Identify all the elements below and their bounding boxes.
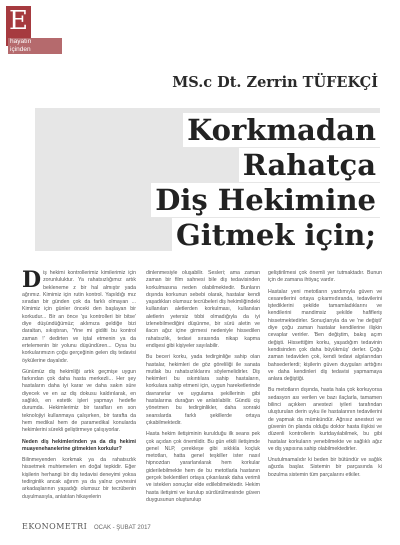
- article-column-2: [146, 270, 260, 512]
- paragraph: Bilinmeyenden korkmak ya da rahatsızlık hissetmek muhtemelen en doğal tepkidir. Eğer kişilerin herhangi bir diş tedavisi deneyimi yoksa tedirginlik ancak ağırım ya da yalnız çevresini arkadaşlarının yaşadığı olumsuz bir tecrübenin duyulmasıyla, anlatılan hikayelerin: [22, 457, 136, 500]
- paragraph: dinlenmesiyle oluşabilir. Sesleri; ama zaman zaman bir film sahnesi bile diş tedavisinden korkulmasına neden olabilmektedir. Bunların dışında korkunun sebebi olarak, hastalar kendi yaşadıkları olumsuz tecrübeleri diş hekimliğindeki kullanılan aletlerden korkulması, kullanılan aletlerin yetersiz tıbbi olmadığıyla da iyi izlenebilmediğini düşünme, bir sürü aletin ve ilacın ağız içine girmesi nedeniyle hissedilen rahatsızlık, tedavi sırasında nikap kapma endişesi gibi kişiyeler sayılabilir.: [146, 270, 260, 349]
- section-badge: E: [6, 6, 31, 46]
- title-line-4: Gitmek için;: [172, 218, 380, 252]
- article-column-1: [22, 270, 136, 512]
- section-label: [8, 38, 62, 54]
- title-line-2: Rahatça: [239, 148, 380, 182]
- footer-issue: OCAK - ŞUBAT 2017: [93, 525, 151, 531]
- paragraph: Hastalar yeni metotların yardımıyla güven ve cesaretlerini ortaya çıkarmıdıranda, tedavilerini iştediklerini şekilde tamamladıklarını ve kendilerini mandimsiz şekilde hafifleriş hissetmektedirler. Sonuçlarıyla da ve 'ne değişti' diye çoğu zaman hastalar kendilerine ilişkin cevaplar verirler. 'Ben değiştim, bakış açım değişti. Hissettiğim korku, yaşadığım tedavinin kendisinden çok daha büyükmüş' derler. Çoğu zaman tedaviden çok, kendi tedavi algılarından bahsederlerdi; kişilerin güven duyguları arttığını ve daha kendinleri diş tedavisi yapmamaya anlara değiştiği.: [268, 288, 382, 383]
- article-column-3: [268, 270, 382, 512]
- author-byline: MS.c Dt. Zerrin TÜFEKÇİ: [172, 74, 378, 91]
- paragraph: Günümüz diş hekimliği artık geçmişe uygun farkından çok daha hasta merkezli... Her şey hastaların daha iyi karar ve daha sakın süre diyecek ve en az diş dokusu kaldırılarak, en sağlıklı, en estetik işleri yapmayı hedefle durumda. Hekimlerimiz bir tarafları en son teknolojiyi kullanmaya çalışırken, bir tarafta da hem medikal hem de paramedikal konularda hekimlerini sürekli geliştirmeye çalışıyorlar.: [22, 368, 136, 434]
- paragraph: geliştirilmesi çok önemli yer tutmaktadır. Bunun için de zamana ihtiyaç vardır.: [268, 270, 382, 284]
- dropcap: D: [22, 270, 42, 293]
- paragraph: Bu metotların dışında, hasta hala çok korkuyorsa sedasyon ası verilen ve bazı ilaçlarla, tamamen bilinci açıkken anestezi iyileri tarafından uluşturulan derin uyku ile hastalarının tedavilerini de yapmak da mümkündür. Ağrısız anestezi ve güvenin ön planda olduğu doktor hasta ilişkisi ve düzenli kontrollerin kurtdayılabilmek, bu gibi hastalar korkuların yenebilmekte ve sağlıklı ağız ve diş yapısına sahip olabilmektedirler.: [268, 387, 382, 452]
- page-footer: [22, 522, 151, 531]
- section-label-line1: hayatın: [10, 38, 32, 45]
- paragraph: Bu beceri korku, yada tedirginliğe sahip olan hastalar, hekimleri de göz göreliliği ile sanata mutlak bu rahatsızlıklarını söylemelidirler. Diş hekimleri bu ıskıntılara sahip hastaların, korkulara sahip etmeni için, uygun hareketlerinde davranırlar ve uygulama şekillerinin gibi hastalarına durağan ve anlatılabilir. Gündü ciş yönetmen bu tedirginlikler, daha sonraki seanslarda farklı şekillerde ortaya çıkabilmektedir.: [146, 354, 260, 426]
- subheading-question: Neden diş hekimlerinden ya da diş hekimi muayenehanelerine gitmekten korkulur?: [22, 438, 136, 452]
- title-line-3: Diş Hekimine: [151, 183, 380, 217]
- paragraph: iş hekimi kontrollerimiz kimilerimiz için zorunluluktur. Ya rahatsızlığımız artık bekleneme z bir hal almıştır yada ağrımız. Kimimiz için rutin kontrol. Yapıldığı mız sıradan bir günden çok da farklı olmayan ... Kimimiz için günler önceki den başlayan bir korkudur... Bir an önce 'şu kontrolleri bir bitse' diye düşündüğümüz; aklımıza geldiğe bizi daraltan, sıkıştıran, 'Yine mi gidilti bu kontrol zaman !' dedirten ve iştal etmenin ya da ertelemenin bir yolunu düşündüren... Oysa bu korkularımızın çoğu gerçeğinin gelen diş tedavisi öykülerine dayalıdır.: [22, 270, 136, 364]
- paragraph: Unutulmamalıdır ki beden bir bütündür ve sağlık ağızda başlar. Sistemin bir parçasında ki bozulma sistemin tüm parçalarını etkiler.: [268, 457, 382, 478]
- section-label-line2: içinden: [10, 46, 31, 53]
- title-line-1: Korkmadan: [183, 113, 380, 147]
- paragraph: Hasta hekim iletişiminin kurulduğu ilk seans pek çok açıdan çok önemlidir. Bu gün etkili iletişimde genel NLP, çerekleşe gibi sıklıkla koçluk metotları, hatta genel teşkiller ister nasıl hipnozdan yararlanılarak hem korkular giderilebilmekte hem de bu metotlarla hastanın gerçek beklentileri ortaya çıkarılarak daha verimli ve isteklen sonuçlar elde edilebilmektedir. Hekim hasta iletişimi ve kurulup sürdürülmesinde güven duygusunun oluşturulup: [146, 431, 260, 503]
- footer-brand: EKONOMETRI: [22, 522, 88, 531]
